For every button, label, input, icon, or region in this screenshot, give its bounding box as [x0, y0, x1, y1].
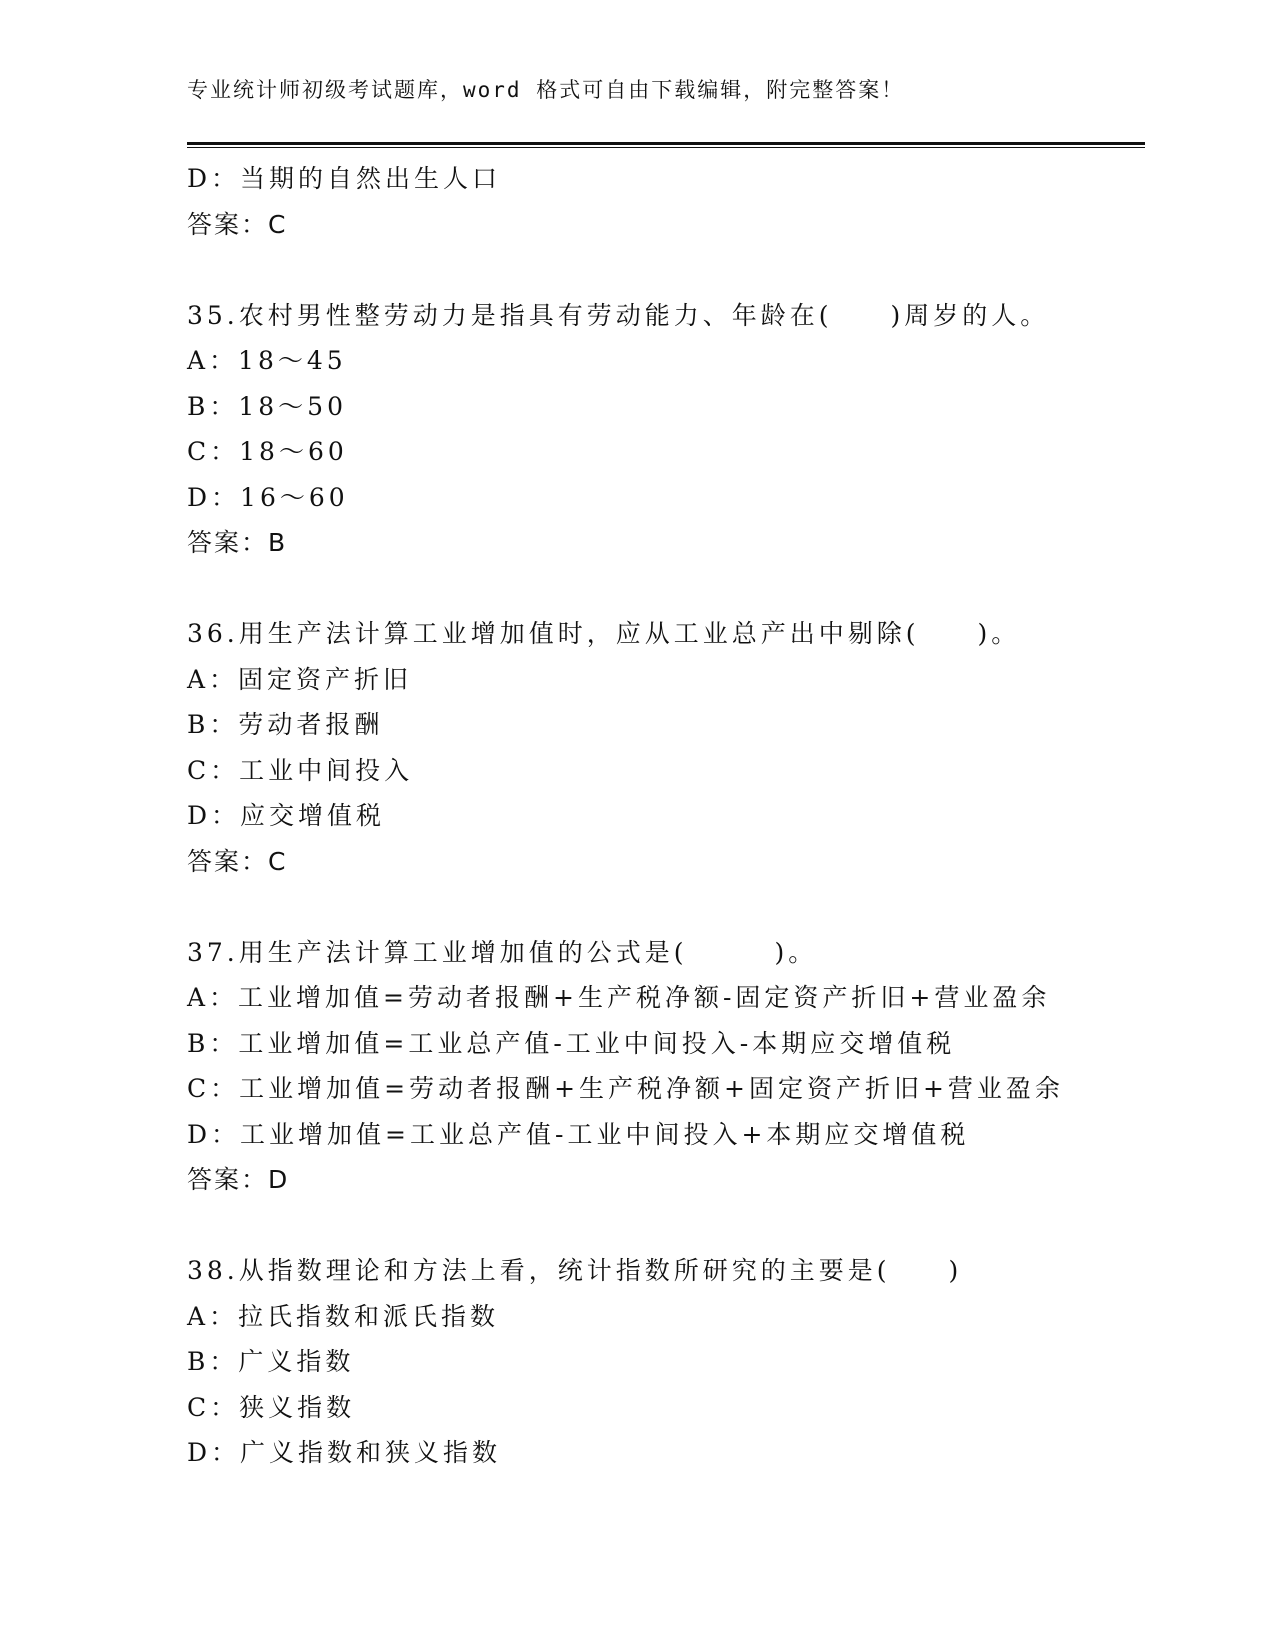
option-d: D：工业增加值=工业总产值-工业中间投入+本期应交增值税 [187, 1119, 970, 1149]
question-37 [187, 930, 1147, 1203]
option-a: A：18～45 [187, 346, 347, 375]
option-a: A：固定资产折旧 [187, 664, 413, 694]
question-stem: 36.用生产法计算工业增加值时，应从工业总产出中剔除( )。 [187, 619, 1021, 648]
spacer [187, 884, 1147, 930]
question-content [187, 156, 1147, 1476]
question-stem: 37.用生产法计算工业增加值的公式是( )。 [187, 937, 818, 967]
spacer [187, 247, 1147, 293]
spacer [187, 566, 1147, 612]
spacer [187, 1203, 1147, 1249]
option-c: C：18～60 [187, 437, 348, 466]
option-b: B：劳动者报酬 [187, 710, 384, 739]
header-rule-thin [187, 147, 1145, 148]
option-a: A：工业增加值=劳动者报酬+生产税净额-固定资产折旧+营业盈余 [187, 983, 1051, 1012]
option-d: D：广义指数和狭义指数 [187, 1438, 502, 1467]
page-header: 专业统计师初级考试题库，word 格式可自由下载编辑，附完整答案！ [187, 78, 905, 102]
question-36 [187, 611, 1147, 884]
option-d: D：16～60 [187, 482, 349, 512]
question-35 [187, 293, 1147, 566]
question-stem: 35.农村男性整劳动力是指具有劳动能力、年龄在( )周岁的人。 [187, 300, 1050, 330]
answer: 答案：B [187, 528, 288, 557]
option-c: C：工业增加值=劳动者报酬+生产税净额+固定资产折旧+营业盈余 [187, 1074, 1064, 1103]
question-stem: 38.从指数理论和方法上看，统计指数所研究的主要是( ) [187, 1256, 963, 1285]
option-c: C：狭义指数 [187, 1392, 356, 1422]
answer: 答案：D [187, 1165, 290, 1194]
question-38 [187, 1248, 1147, 1476]
option-b: B：18～50 [187, 391, 347, 421]
answer: 答案：C [187, 846, 288, 876]
option-b: B：工业增加值=工业总产值-工业中间投入-本期应交增值税 [187, 1028, 956, 1058]
option-a: A：拉氏指数和派氏指数 [187, 1301, 500, 1331]
header-rule [187, 142, 1145, 148]
option-c: C：工业中间投入 [187, 755, 414, 785]
header-rule-thick [187, 142, 1145, 145]
prev-option-d: D：当期的自然出生人口 [187, 164, 502, 193]
option-d: D：应交增值税 [187, 801, 386, 830]
option-b: B：广义指数 [187, 1347, 355, 1376]
prev-answer: 答案：C [187, 209, 288, 239]
